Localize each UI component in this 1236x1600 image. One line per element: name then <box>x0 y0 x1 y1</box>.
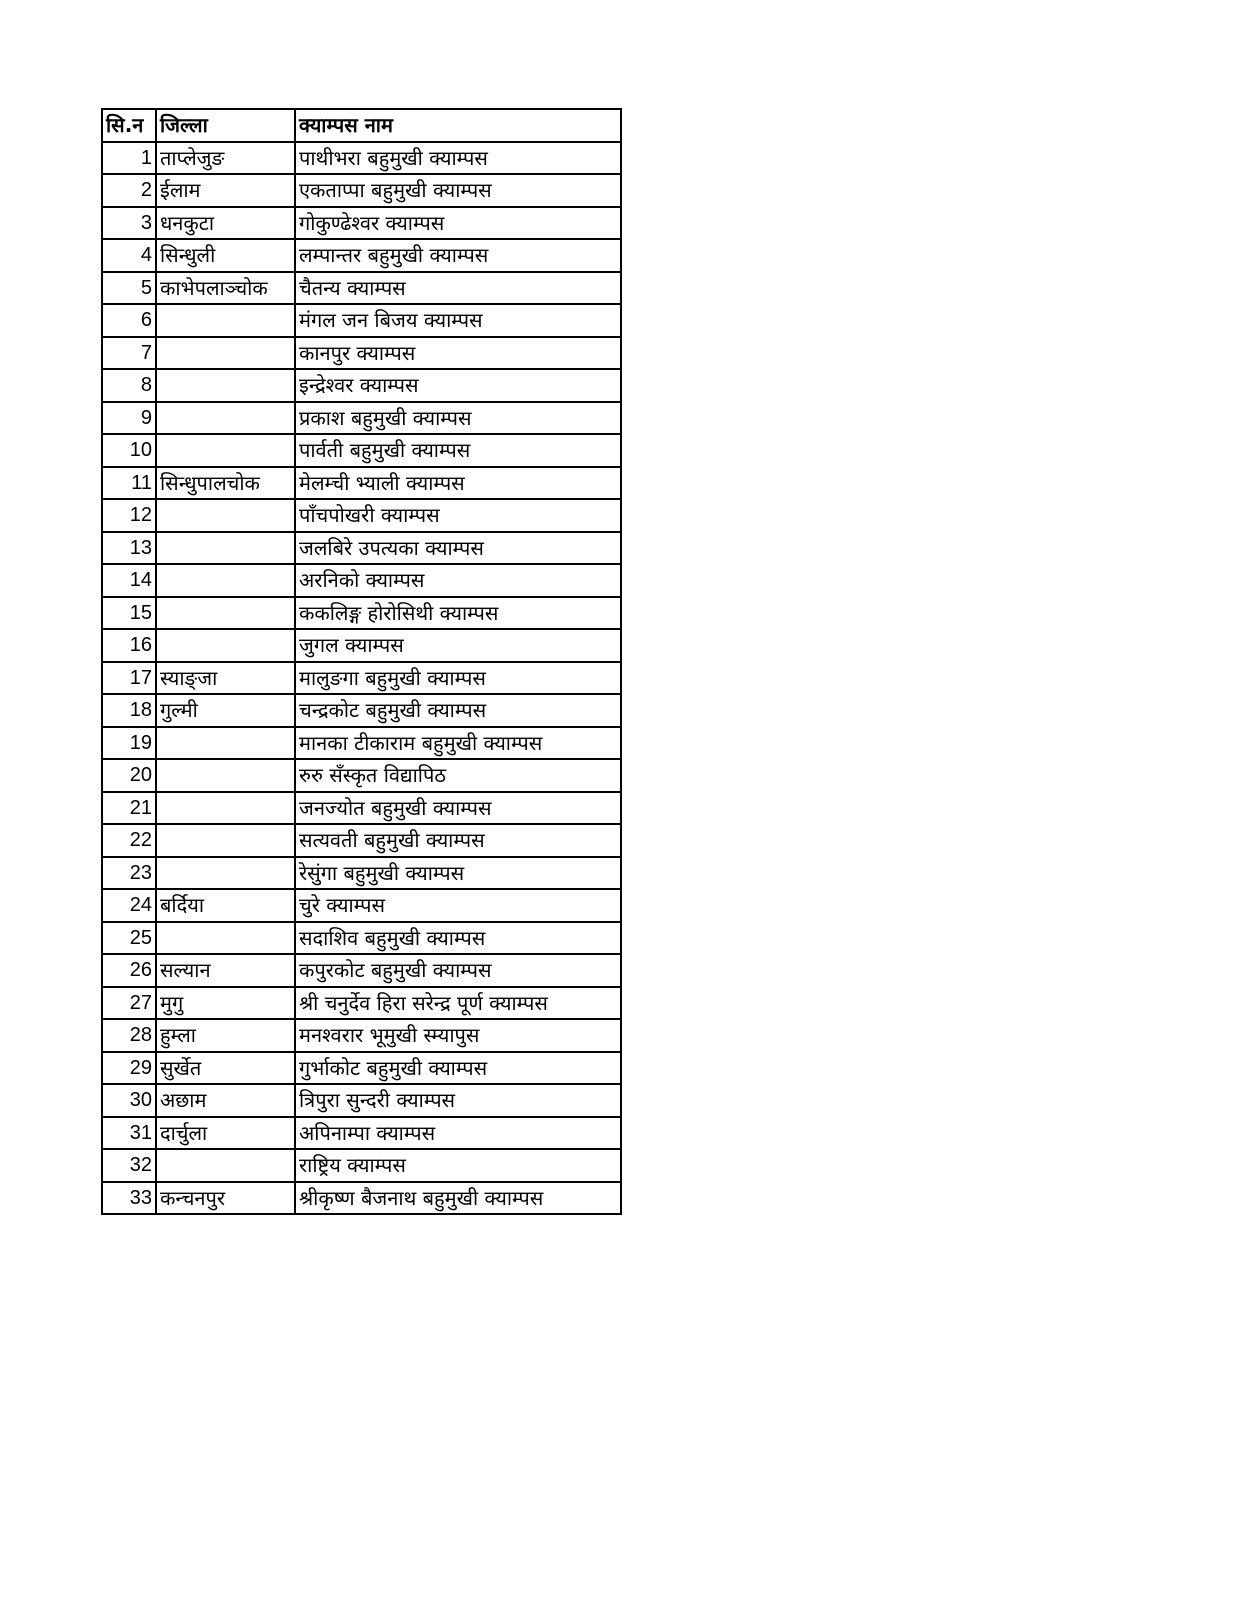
campus-name-cell: अरनिको क्याम्पस <box>295 564 621 597</box>
table-row <box>102 207 621 240</box>
serial-number-cell: 8 <box>102 369 156 402</box>
campus-list-table <box>101 108 622 1215</box>
campus-name-cell: राष्ट्रिय क्याम्पस <box>295 1149 621 1182</box>
district-cell <box>156 434 295 467</box>
table-body <box>102 142 621 1215</box>
campus-name-cell: जुगल क्याम्पस <box>295 629 621 662</box>
campus-name-cell: लम्पान्तर बहुमुखी क्याम्पस <box>295 239 621 272</box>
table-row <box>102 402 621 435</box>
table-row <box>102 727 621 760</box>
district-cell <box>156 564 295 597</box>
serial-number-cell: 21 <box>102 792 156 825</box>
table-row <box>102 532 621 565</box>
campus-name-cell: श्री चनुर्देव हिरा सरेन्द्र पूर्ण क्याम्पस <box>295 987 621 1020</box>
table-row <box>102 337 621 370</box>
campus-name-cell: त्रिपुरा सुन्दरी क्याम्पस <box>295 1084 621 1117</box>
district-cell: सुर्खेत <box>156 1052 295 1085</box>
district-cell: गुल्मी <box>156 694 295 727</box>
table-row <box>102 954 621 987</box>
district-cell <box>156 369 295 402</box>
campus-name-cell: रेसुंगा बहुमुखी क्याम्पस <box>295 857 621 890</box>
campus-name-cell: मालुङगा बहुमुखी क्याम्पस <box>295 662 621 695</box>
district-cell: मुगु <box>156 987 295 1020</box>
district-cell <box>156 922 295 955</box>
table-row <box>102 369 621 402</box>
serial-number-cell: 11 <box>102 467 156 500</box>
district-cell: सिन्धुली <box>156 239 295 272</box>
serial-number-cell: 25 <box>102 922 156 955</box>
serial-number-cell: 20 <box>102 759 156 792</box>
campus-name-cell: चैतन्य क्याम्पस <box>295 272 621 305</box>
district-cell <box>156 532 295 565</box>
district-cell: हुम्ला <box>156 1019 295 1052</box>
serial-number-cell: 16 <box>102 629 156 662</box>
district-cell <box>156 792 295 825</box>
table-row <box>102 174 621 207</box>
serial-number-cell: 9 <box>102 402 156 435</box>
serial-number-cell: 27 <box>102 987 156 1020</box>
district-cell <box>156 759 295 792</box>
district-cell <box>156 402 295 435</box>
serial-number-cell: 22 <box>102 824 156 857</box>
serial-number-cell: 19 <box>102 727 156 760</box>
serial-number-cell: 26 <box>102 954 156 987</box>
serial-number-cell: 13 <box>102 532 156 565</box>
district-cell: अछाम <box>156 1084 295 1117</box>
district-cell: सल्यान <box>156 954 295 987</box>
serial-number-cell: 32 <box>102 1149 156 1182</box>
district-header: जिल्ला <box>156 109 295 142</box>
campus-name-header: क्याम्पस नाम <box>295 109 621 142</box>
campus-name-cell: मानका टीकाराम बहुमुखी क्याम्पस <box>295 727 621 760</box>
header-row <box>102 109 621 142</box>
campus-name-cell: चन्द्रकोट बहुमुखी क्याम्पस <box>295 694 621 727</box>
table-row <box>102 922 621 955</box>
serial-number-cell: 3 <box>102 207 156 240</box>
table-row <box>102 629 621 662</box>
district-cell: दार्चुला <box>156 1117 295 1150</box>
table-row <box>102 597 621 630</box>
district-cell: कन्चनपुर <box>156 1182 295 1215</box>
serial-number-cell: 23 <box>102 857 156 890</box>
district-cell <box>156 857 295 890</box>
table-row <box>102 1182 621 1215</box>
district-cell: धनकुटा <box>156 207 295 240</box>
table-row <box>102 499 621 532</box>
table-row <box>102 467 621 500</box>
district-cell <box>156 304 295 337</box>
serial-number-cell: 12 <box>102 499 156 532</box>
serial-number-cell: 10 <box>102 434 156 467</box>
serial-number-cell: 1 <box>102 142 156 175</box>
campus-name-cell: मनश्वरार भूमुखी स्म्यापुस <box>295 1019 621 1052</box>
table-row <box>102 1084 621 1117</box>
serial-number-cell: 29 <box>102 1052 156 1085</box>
district-cell: ईलाम <box>156 174 295 207</box>
campus-name-cell: मेलम्ची भ्याली क्याम्पस <box>295 467 621 500</box>
campus-name-cell: श्रीकृष्ण बैजनाथ बहुमुखी क्याम्पस <box>295 1182 621 1215</box>
campus-name-cell: कानपुर क्याम्पस <box>295 337 621 370</box>
campus-name-cell: गुर्भाकोट बहुमुखी क्याम्पस <box>295 1052 621 1085</box>
campus-name-cell: पाँचपोखरी क्याम्पस <box>295 499 621 532</box>
campus-name-cell: रुरु सँस्कृत विद्यापिठ <box>295 759 621 792</box>
table-row <box>102 889 621 922</box>
district-cell: सिन्धुपालचोक <box>156 467 295 500</box>
campus-name-cell: एकताप्पा बहुमुखी क्याम्पस <box>295 174 621 207</box>
table-row <box>102 694 621 727</box>
serial-number-cell: 24 <box>102 889 156 922</box>
serial-number-cell: 14 <box>102 564 156 597</box>
serial-number-header: सि.न <box>102 109 156 142</box>
district-cell <box>156 499 295 532</box>
district-cell <box>156 824 295 857</box>
table-row <box>102 272 621 305</box>
campus-name-cell: प्रकाश बहुमुखी क्याम्पस <box>295 402 621 435</box>
table-row <box>102 564 621 597</box>
table-row <box>102 987 621 1020</box>
table-row <box>102 239 621 272</box>
campus-name-cell: गोकुण्ढेश्वर क्याम्पस <box>295 207 621 240</box>
campus-name-cell: सदाशिव बहुमुखी क्याम्पस <box>295 922 621 955</box>
district-cell <box>156 727 295 760</box>
district-cell <box>156 597 295 630</box>
serial-number-cell: 5 <box>102 272 156 305</box>
serial-number-cell: 28 <box>102 1019 156 1052</box>
campus-name-cell: कपुरकोट बहुमुखी क्याम्पस <box>295 954 621 987</box>
campus-name-cell: अपिनाम्पा क्याम्पस <box>295 1117 621 1150</box>
campus-name-cell: सत्यवती बहुमुखी क्याम्पस <box>295 824 621 857</box>
campus-name-cell: जनज्योत बहुमुखी क्याम्पस <box>295 792 621 825</box>
serial-number-cell: 18 <box>102 694 156 727</box>
campus-name-cell: इन्द्रेश्वर क्याम्पस <box>295 369 621 402</box>
table-row <box>102 142 621 175</box>
campus-name-cell: मंगल जन बिजय क्याम्पस <box>295 304 621 337</box>
table-row <box>102 434 621 467</box>
serial-number-cell: 33 <box>102 1182 156 1215</box>
serial-number-cell: 31 <box>102 1117 156 1150</box>
table-row <box>102 1052 621 1085</box>
campus-name-cell: पार्वती बहुमुखी क्याम्पस <box>295 434 621 467</box>
district-cell: काभेपलाञ्चोक <box>156 272 295 305</box>
table-header <box>102 109 621 142</box>
table-row <box>102 304 621 337</box>
table-row <box>102 662 621 695</box>
district-cell <box>156 1149 295 1182</box>
district-cell <box>156 629 295 662</box>
campus-name-cell: जलबिरे उपत्यका क्याम्पस <box>295 532 621 565</box>
table-row <box>102 759 621 792</box>
table-row <box>102 792 621 825</box>
serial-number-cell: 15 <box>102 597 156 630</box>
serial-number-cell: 30 <box>102 1084 156 1117</box>
serial-number-cell: 6 <box>102 304 156 337</box>
table-row <box>102 1117 621 1150</box>
table-row <box>102 1019 621 1052</box>
table-row <box>102 1149 621 1182</box>
district-cell: स्याङ्जा <box>156 662 295 695</box>
serial-number-cell: 7 <box>102 337 156 370</box>
district-cell: ताप्लेजुङ <box>156 142 295 175</box>
serial-number-cell: 2 <box>102 174 156 207</box>
district-cell <box>156 337 295 370</box>
serial-number-cell: 17 <box>102 662 156 695</box>
campus-name-cell: पाथीभरा बहुमुखी क्याम्पस <box>295 142 621 175</box>
table-row <box>102 857 621 890</box>
table-row <box>102 824 621 857</box>
campus-name-cell: ककलिङ्ग होरोसिथी क्याम्पस <box>295 597 621 630</box>
campus-name-cell: चुरे क्याम्पस <box>295 889 621 922</box>
serial-number-cell: 4 <box>102 239 156 272</box>
district-cell: बर्दिया <box>156 889 295 922</box>
